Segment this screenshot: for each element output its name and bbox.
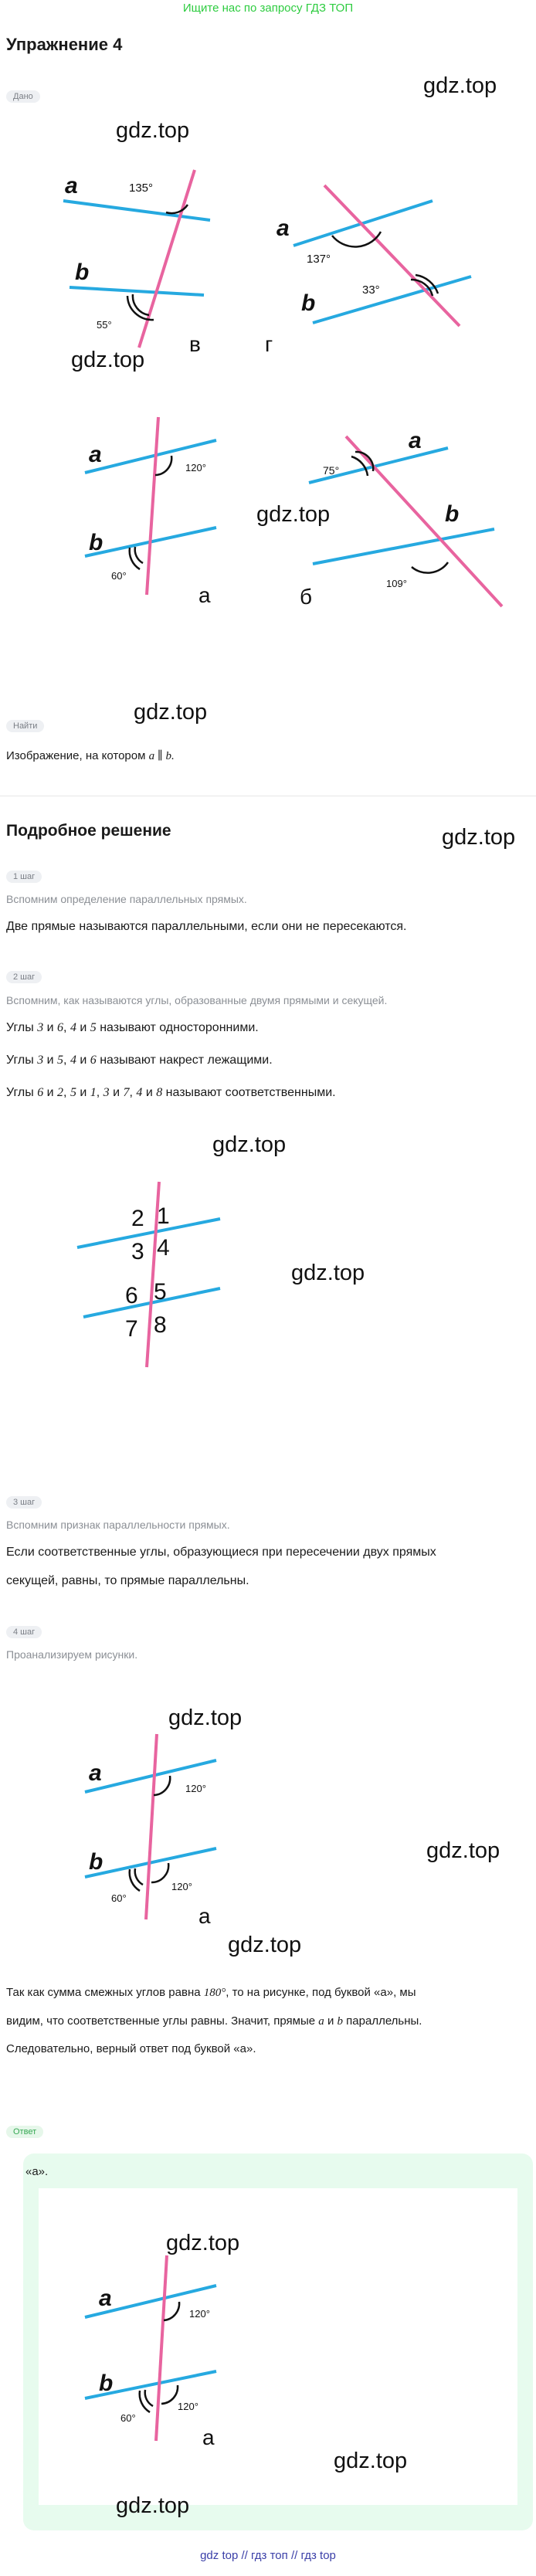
angle-arc — [164, 2302, 179, 2320]
angle-label: 137° — [307, 253, 331, 266]
angle-arc — [161, 2385, 178, 2404]
angle-number: 1 — [157, 1203, 170, 1229]
answer-badge: Ответ — [6, 2126, 43, 2138]
line-b-label: b — [99, 2371, 114, 2396]
angle-label: 120° — [189, 2308, 210, 2320]
step-hint: Вспомним, как называются углы, образованные двумя прямыми и секущей. — [6, 994, 388, 1006]
angle-label: 120° — [178, 2401, 198, 2412]
step-text: Две прямые называются параллельными, если они не пересекаются. — [6, 920, 407, 933]
answer-badge-wrap — [6, 2124, 43, 2138]
figure-a — [85, 417, 216, 607]
angle-label: 55° — [97, 319, 112, 331]
angle-number: 4 — [157, 1235, 170, 1261]
answer-text: «а». — [25, 2165, 49, 2178]
watermark: gdz.top — [116, 2493, 190, 2518]
angle-label: 60° — [111, 1892, 127, 1904]
angle-label: 60° — [111, 570, 127, 582]
angle-number: 3 — [131, 1239, 144, 1264]
transversal — [156, 2255, 167, 2441]
exercise-title: Упражнение 4 — [6, 35, 123, 54]
watermark: gdz.top — [212, 1132, 287, 1157]
step-1 — [6, 869, 42, 883]
angle-label: 135° — [129, 182, 154, 195]
step-hint: Вспомним определение параллельных прямых. — [6, 893, 247, 905]
angle-label: 75° — [323, 464, 340, 477]
line-a — [77, 1219, 220, 1247]
line-a-label: a — [409, 428, 422, 453]
figure-g — [265, 185, 471, 356]
step-2 — [6, 969, 42, 983]
watermark: gdz.top — [168, 1705, 243, 1730]
watermark: gdz.top — [291, 1261, 365, 1285]
line-a-label: a — [65, 173, 78, 199]
footer-link[interactable]: гдз top — [300, 2549, 336, 2562]
figure-letter: в — [189, 332, 201, 356]
watermark: gdz.top — [426, 1838, 500, 1863]
angle-arc — [412, 562, 448, 573]
angle-number: 5 — [154, 1279, 167, 1305]
numbered-angles-figure — [0, 1135, 536, 1460]
transversal — [146, 1734, 157, 1919]
figure-letter: г — [265, 332, 273, 356]
line-b — [70, 287, 204, 295]
line-b-label: b — [445, 501, 460, 527]
step-badge: 4 шаг — [6, 1626, 42, 1638]
angle-label: 120° — [185, 462, 206, 473]
step-3 — [6, 1495, 42, 1509]
angle-label: 60° — [120, 2412, 136, 2424]
footer-link[interactable]: гдз топ — [251, 2549, 288, 2562]
angle-number: 6 — [125, 1283, 138, 1308]
find-text: Изображение, на котором a ∥ b. — [6, 749, 175, 762]
step-4 — [6, 1624, 42, 1638]
given-badge: Дано — [6, 90, 40, 103]
watermark: gdz.top — [423, 73, 497, 98]
step-line: Углы 3 и 6, 4 и 5 называют односторонними. — [6, 1021, 259, 1034]
watermark: gdz.top — [334, 2449, 408, 2473]
step-badge: 1 шаг — [6, 871, 42, 883]
line-b — [313, 529, 494, 564]
line-b-label: b — [89, 1849, 103, 1875]
find-badge: Найти — [6, 720, 44, 732]
watermark: gdz.top — [134, 700, 208, 725]
line-a-label: a — [89, 1760, 102, 1786]
line-a — [293, 201, 433, 246]
find-formula: a ∥ b. — [148, 750, 175, 762]
figure-letter: а — [202, 2425, 215, 2449]
watermark: gdz.top — [256, 502, 331, 527]
angle-arc — [154, 1776, 170, 1795]
step-hint: Проанализируем рисунки. — [6, 1648, 138, 1661]
footer-separator: // — [290, 2549, 298, 2562]
step-text: секущей, равны, то прямые параллельны. — [6, 1574, 249, 1587]
footer-link[interactable]: gdz top — [200, 2549, 239, 2562]
line-b-label: b — [301, 290, 316, 316]
conclusion-line: Так как сумма смежных углов равна 180°, то на рисунке, под буквой «а», мы — [6, 1986, 416, 1999]
transversal — [139, 170, 195, 348]
line-a-label: a — [89, 442, 102, 467]
given-badge-wrap — [6, 89, 40, 103]
watermark: gdz.top — [166, 2231, 240, 2255]
line-a-label: a — [276, 216, 290, 241]
step-badge: 2 шаг — [6, 971, 42, 983]
angle-arc — [332, 232, 381, 246]
angle-number: 2 — [131, 1206, 144, 1231]
transversal — [346, 436, 502, 606]
footer-separator: // — [241, 2549, 248, 2562]
figure-letter: б — [300, 585, 313, 609]
angle-label: 109° — [386, 578, 407, 589]
watermark: gdz.top — [442, 825, 516, 850]
watermark: gdz.top — [116, 118, 190, 143]
angle-arc — [155, 456, 171, 475]
line-a-label: a — [99, 2286, 112, 2311]
angle-label: 120° — [171, 1881, 192, 1892]
angle-label: 33° — [362, 283, 380, 297]
conclusion-line: видим, что соответственные углы равны. Значит, прямые a и b параллельны. — [6, 2014, 422, 2028]
angle-arc-double — [135, 1868, 143, 1885]
watermark: gdz.top — [71, 348, 145, 372]
conclusion-line: Следовательно, верный ответ под буквой «а». — [6, 2042, 256, 2055]
figure-letter: а — [198, 1904, 211, 1928]
angle-number: 8 — [154, 1312, 167, 1338]
angle-arc-double — [135, 547, 143, 563]
line-b — [313, 277, 471, 323]
transversal — [147, 417, 158, 595]
step-hint: Вспомним признак параллельности прямых. — [6, 1519, 230, 1531]
watermark: gdz.top — [228, 1933, 302, 1957]
step-line: Углы 6 и 2, 5 и 1, 3 и 7, 4 и 8 называют соответственными. — [6, 1086, 336, 1099]
top-search-link[interactable]: Ищите нас по запросу ГДЗ ТОП — [182, 2, 354, 15]
line-a — [63, 201, 210, 220]
footer-links — [0, 2549, 536, 2562]
solution-title: Подробное решение — [6, 822, 171, 840]
angle-label: 120° — [185, 1783, 206, 1794]
angle-number: 7 — [125, 1316, 138, 1342]
answer-figure — [0, 2232, 536, 2464]
line-b-label: b — [89, 530, 103, 555]
figure-b — [300, 428, 502, 609]
figure-letter: а — [198, 583, 211, 607]
analysis-figure — [0, 1699, 536, 1931]
angle-arc-double — [145, 2390, 153, 2406]
step-text: Если соответственные углы, образующиеся при пересечении двух прямых — [6, 1546, 436, 1559]
line-b-label: b — [75, 260, 90, 285]
transversal — [324, 185, 460, 326]
angle-arc — [151, 1863, 168, 1882]
step-line: Углы 3 и 5, 4 и 6 называют накрест лежащими. — [6, 1054, 273, 1067]
step-badge: 3 шаг — [6, 1496, 42, 1509]
find-badge-wrap — [6, 718, 44, 732]
figure-v — [63, 170, 210, 356]
